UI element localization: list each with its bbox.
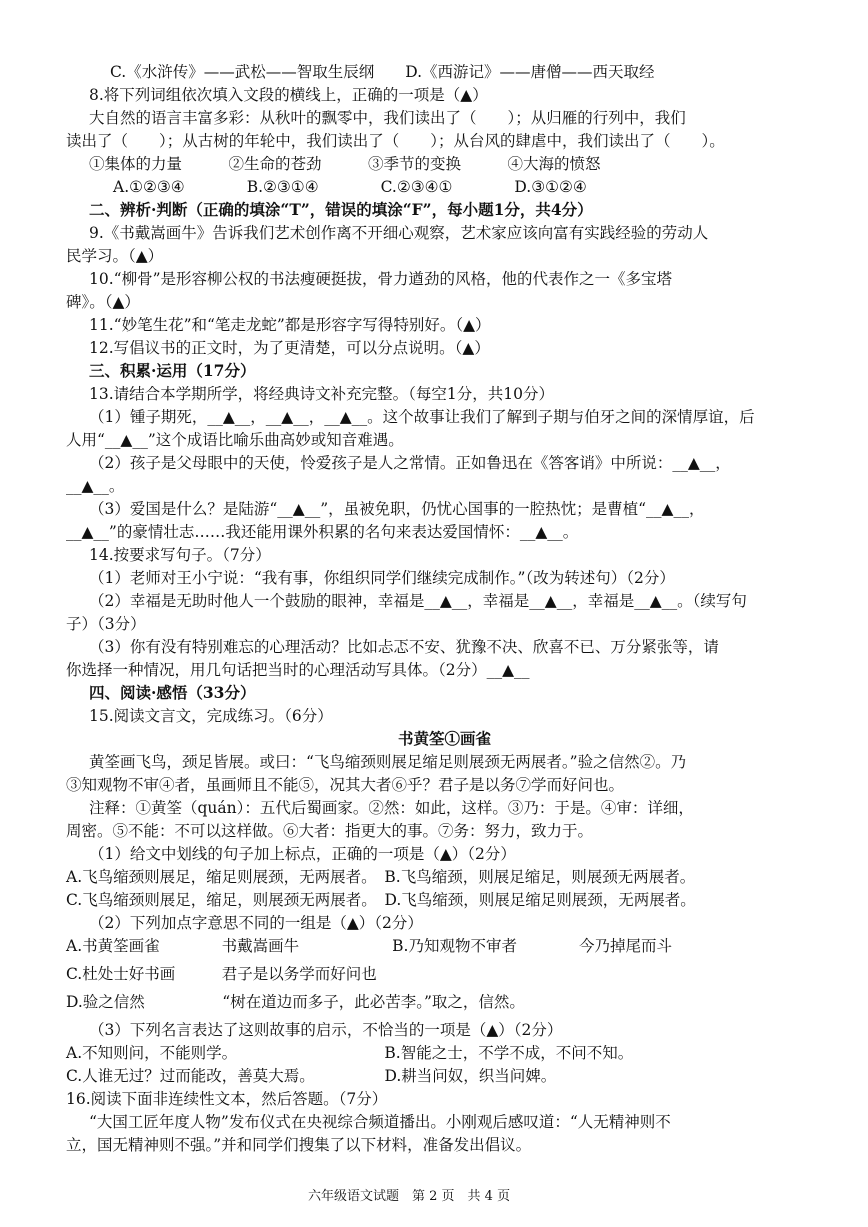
question-13-part-2-line-2: __▲__。 [66, 477, 125, 495]
question-11: 11.“妙笔生花”和“笔走龙蛇”都是形容字写得特别好。（▲） [89, 316, 491, 334]
question-13-part-2-line-1: （2）孩子是父母眼中的天使，怜爱孩子是人之常情。正如鲁迅在《答客诮》中所说：__▲__， [89, 454, 731, 472]
page-footer: 六年级语文试题 第 2 页 共 4 页 [308, 1189, 511, 1204]
question-16-intro-line-1: “大国工匠年度人物”发布仪式在央视综合频道播出。小刚观后感叹道：“人无精神则不 [89, 1113, 671, 1131]
question-9-line-1: 9.《书戴嵩画牛》告诉我们艺术创作离不开细心观察，艺术家应该向富有实践经验的劳动人 [89, 224, 709, 242]
question-13-part-3-line-1: （3）爱国是什么？是陆游“__▲__”，虽被免职，仍忧心国事的一腔热忱；是曹植“__▲__， [89, 500, 705, 518]
question-10-line-1: 10.“柳骨”是形容柳公权的书法瘦硬挺拔，骨力遒劲的风格，他的代表作之一《多宝塔 [89, 270, 673, 288]
question-8-stem: 8.将下列词组依次填入文段的横线上，正确的一项是（▲） [89, 86, 488, 104]
section-2-heading: 二、辨析·判断（正确的填涂“T”，错误的填涂“F”，每小题1分，共4分） [89, 200, 593, 219]
question-9-line-2: 民学习。（▲） [66, 247, 164, 265]
classical-text-line-1: 黄筌画飞鸟，颈足皆展。或曰：“飞鸟缩颈则展足缩足则展颈无两展者。”验之信然②。乃 [89, 753, 687, 771]
question-15-part-1-options-cd: C.飞鸟缩颈则展足，缩足，则展颈无两展者。 D.飞鸟缩颈，则展足缩足则展颈，无两展者。 [66, 891, 696, 909]
question-7-options-cd: C.《水浒传》——武松——智取生辰纲 D.《西游记》——唐僧——西天取经 [110, 63, 655, 81]
question-8-choices: A.①②③④ B.②③①④ C.②③④① D.③①②④ [113, 178, 587, 196]
section-4-heading: 四、阅读·感悟（33分） [89, 683, 256, 702]
question-10-line-2: 碑》。（▲） [66, 293, 140, 311]
question-8-passage-line-1: 大自然的语言丰富多彩：从秋叶的飘零中，我们读出了（ ）；从归雁的行列中，我们 [89, 109, 686, 127]
annotation-line-2: 周密。⑤不能：不可以这样做。⑥大者：指更大的事。⑦务：努力，致力于。 [66, 822, 594, 840]
question-16-intro-line-2: 立，国无精神则不强。”并和同学们搜集了以下材料，准备发出倡议。 [66, 1136, 532, 1154]
question-15-part-3-options-cd: C.人谁无过？过而能改，善莫大焉。 D.耕当问奴，织当问婢。 [66, 1067, 557, 1085]
question-8-phrases: ①集体的力量 ②生命的苍劲 ③季节的变换 ④大海的愤怒 [89, 155, 601, 173]
question-14-part-3-line-2: 你选择一种情况，用几句话把当时的心理活动写具体。（2分）__▲__ [66, 661, 530, 679]
question-13-part-3-line-2: __▲__”的豪情壮志……我还能用课外积累的名句来表达爱国情怀：__▲__。 [66, 523, 579, 541]
question-15-part-2-options-ab: A.书黄筌画雀 书戴嵩画牛 B.乃知观物不审者 今乃掉尾而斗 [66, 937, 672, 955]
question-15-part-3-stem: （3）下列名言表达了这则故事的启示，不恰当的一项是（▲）（2分） [89, 1021, 563, 1039]
question-15-part-1-stem: （1）给文中划线的句子加上标点，正确的一项是（▲）（2分） [89, 845, 516, 863]
question-13-part-1-line-1: （1）锺子期死，__▲__，__▲__，__▲__。这个故事让我们了解到子期与伯牙之间的深情厚谊，后 [89, 408, 755, 426]
question-15-part-2-option-d: D.验之信然 “树在道边而多子，此必苦李。”取之，信然。 [66, 993, 525, 1011]
question-8-passage-line-2: 读出了（ ）；从古树的年轮中，我们读出了（ ）；从台风的肆虐中，我们读出了（ ）。 [66, 132, 725, 150]
question-15-part-2-option-c: C.杜处士好书画 君子是以务学而好问也 [66, 965, 377, 983]
classical-text-title: 书黄筌①画雀 [398, 729, 492, 748]
question-14-part-2-line-2: 子）（3分） [66, 615, 146, 633]
classical-text-line-2: ③知观物不审④者，虽画师且不能⑤，况其大者⑥乎？君子是以务⑦学而好问也。 [66, 776, 625, 794]
question-16-stem: 16.阅读下面非连续性文本，然后答题。（7分） [66, 1090, 388, 1108]
question-13-stem: 13.请结合本学期所学，将经典诗文补充完整。（每空1分，共10分） [89, 385, 554, 403]
question-14-part-1: （1）老师对王小宁说：“我有事，你组织同学们继续完成制作。”（改为转述句）（2分） [89, 569, 675, 587]
question-15-part-1-options-ab: A.飞鸟缩颈则展足，缩足则展颈，无两展者。 B.飞鸟缩颈，则展足缩足，则展颈无两展者。 [66, 868, 696, 886]
question-14-stem: 14.按要求写句子。（7分） [89, 546, 271, 564]
question-13-part-1-line-2: 人用“__▲__”这个成语比喻乐曲高妙或知音难遇。 [66, 431, 404, 449]
question-14-part-2-line-1: （2）幸福是无助时他人一个鼓励的眼神，幸福是__▲__，幸福是__▲__，幸福是__▲__。（续写句 [89, 592, 747, 610]
section-3-heading: 三、积累·运用（17分） [89, 361, 256, 380]
question-15-part-2-stem: （2）下列加点字意思不同的一组是（▲）（2分） [89, 914, 423, 932]
question-15-stem: 15.阅读文言文，完成练习。（6分） [89, 707, 333, 725]
question-15-part-3-options-ab: A.不知则问，不能则学。 B.智能之士，不学不成，不问不知。 [66, 1044, 634, 1062]
question-14-part-3-line-1: （3）你有没有特别难忘的心理活动？比如忐忑不安、犹豫不决、欣喜不已、万分紧张等，请 [89, 638, 719, 656]
question-12: 12.写倡议书的正文时，为了更清楚，可以分点说明。（▲） [89, 339, 490, 357]
annotation-line-1: 注释：①黄筌（quán）：五代后蜀画家。②然：如此，这样。③乃：于是。④审：详细， [89, 799, 694, 817]
